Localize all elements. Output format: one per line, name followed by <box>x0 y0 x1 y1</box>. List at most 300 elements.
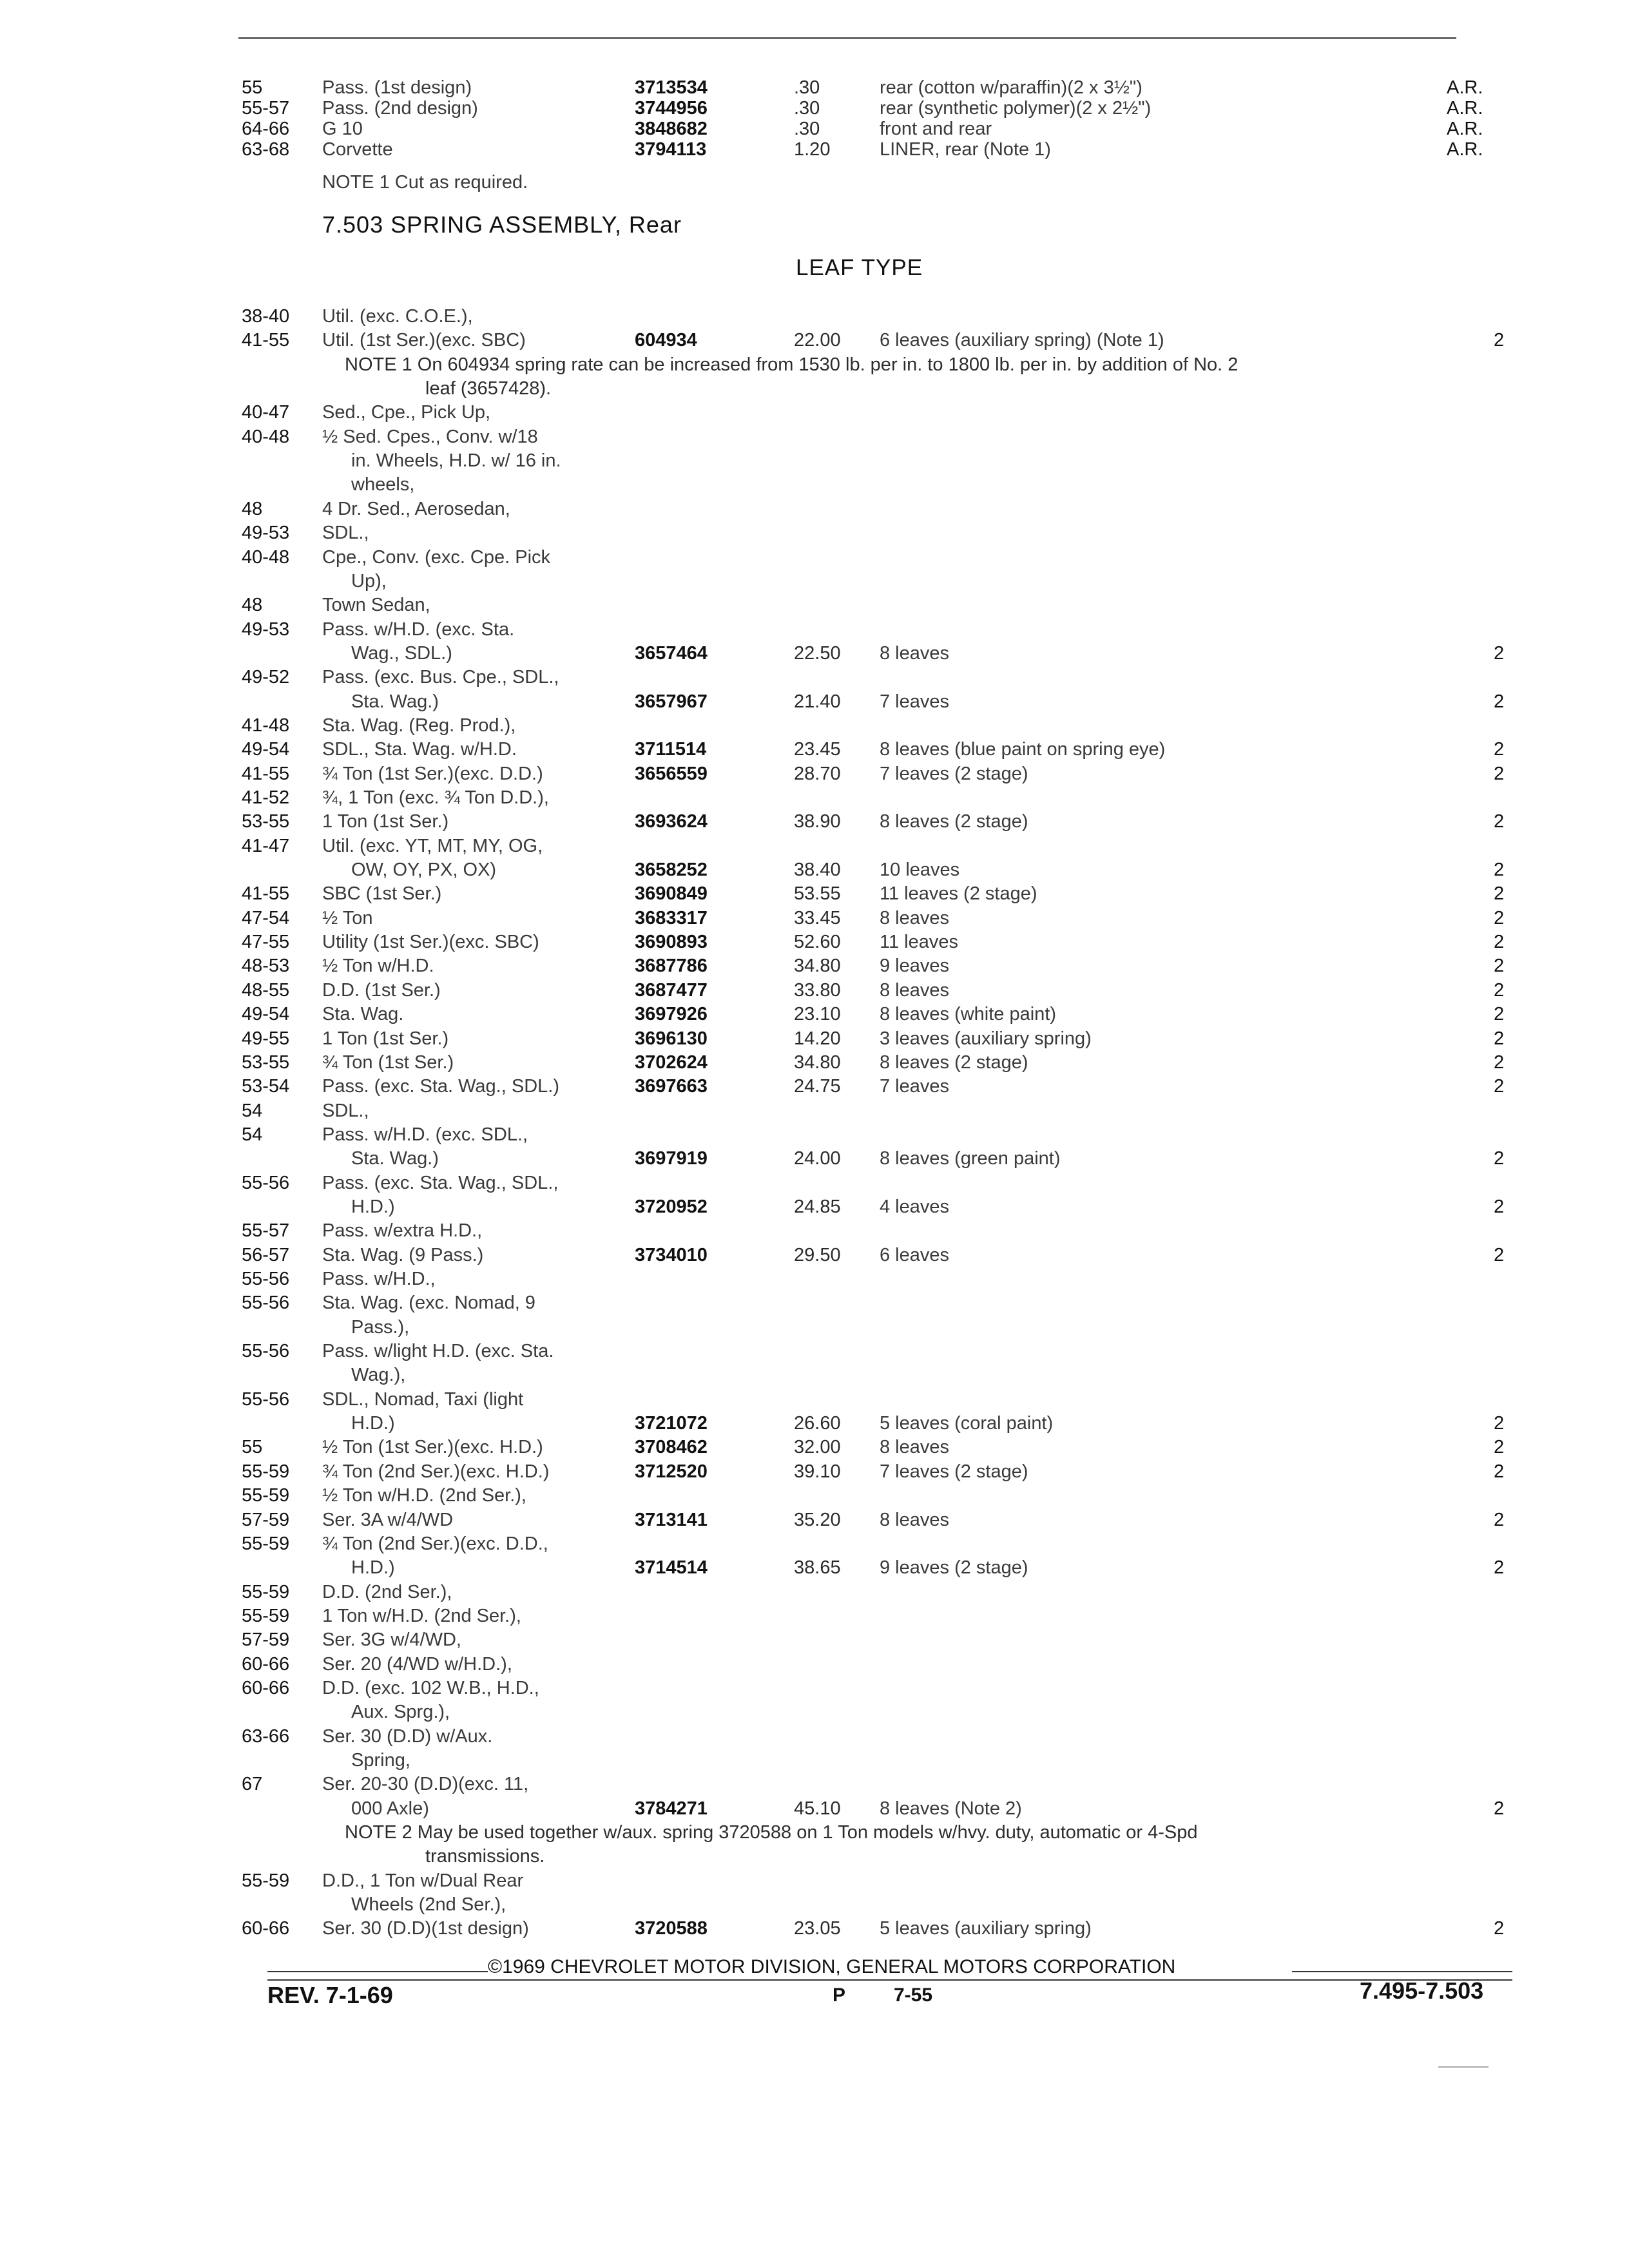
model-years: 49-53 <box>242 619 290 640</box>
footer-rule-right <box>1292 1971 1512 1972</box>
price: 23.45 <box>794 739 841 760</box>
table-row <box>0 786 1629 812</box>
part-number: 3697663 <box>635 1076 708 1097</box>
quantity: 2 <box>1494 1798 1505 1819</box>
price: 34.80 <box>794 956 841 976</box>
quantity: 2 <box>1494 1437 1505 1457</box>
table-row <box>0 1653 1629 1678</box>
quantity: A.R. <box>1447 119 1483 139</box>
part-description: 11 leaves (2 stage) <box>880 883 1037 904</box>
table-row <box>0 1869 1629 1895</box>
price: 23.05 <box>794 1918 841 1939</box>
table-row <box>0 521 1629 547</box>
part-description: 8 leaves (2 stage) <box>880 811 1028 832</box>
quantity: 2 <box>1494 1148 1505 1169</box>
model-description: Ser. 3G w/4/WD, <box>322 1629 461 1650</box>
model-years: 55-57 <box>242 1220 290 1241</box>
part-description: rear (synthetic polymer)(2 x 2½") <box>880 98 1152 119</box>
model-description-continued: H.D.) <box>351 1557 395 1578</box>
table-row <box>0 1773 1629 1798</box>
quantity: 2 <box>1494 1461 1505 1482</box>
part-number: 3848682 <box>635 119 708 139</box>
model-description-continued: Pass.), <box>351 1317 410 1338</box>
part-number: 604934 <box>635 330 697 351</box>
part-number: 3720588 <box>635 1918 708 1939</box>
quantity: 2 <box>1494 691 1505 712</box>
model-description: ¾, 1 Ton (exc. ¾ Ton D.D.), <box>322 787 549 808</box>
model-years: 57-59 <box>242 1510 290 1530</box>
part-description: 3 leaves (auxiliary spring) <box>880 1028 1092 1049</box>
model-years: 55-59 <box>242 1461 290 1482</box>
part-description: 9 leaves <box>880 956 950 976</box>
price: .30 <box>794 77 820 98</box>
part-description: 8 leaves <box>880 643 950 664</box>
model-years: 55 <box>242 1437 263 1457</box>
model-description: Corvette <box>322 139 393 160</box>
table-row <box>0 762 1629 788</box>
model-years: 48-53 <box>242 956 290 976</box>
model-description: Pass. w/light H.D. (exc. Sta. <box>322 1341 554 1361</box>
model-years: 48 <box>242 499 263 519</box>
model-description: Sta. Wag. (Reg. Prod.), <box>322 715 516 736</box>
model-description-continued: Aux. Sprg.), <box>351 1702 450 1722</box>
model-description: ¾ Ton (1st Ser.)(exc. D.D.) <box>322 764 543 784</box>
table-row <box>0 810 1629 836</box>
quantity: 2 <box>1494 739 1505 760</box>
quantity: 2 <box>1494 1028 1505 1049</box>
quantity: 2 <box>1494 883 1505 904</box>
table-row <box>0 1171 1629 1197</box>
model-years: 48-55 <box>242 980 290 1001</box>
model-description: D.D. (1st Ser.) <box>322 980 441 1001</box>
price: 24.00 <box>794 1148 841 1169</box>
table-row <box>0 1604 1629 1630</box>
table-row <box>0 930 1629 956</box>
model-description: Pass. (exc. Sta. Wag., SDL., <box>322 1173 559 1193</box>
quantity: 2 <box>1494 956 1505 976</box>
model-years: 40-48 <box>242 427 290 447</box>
price: 38.90 <box>794 811 841 832</box>
table-row <box>0 1244 1629 1269</box>
model-description: 4 Dr. Sed., Aerosedan, <box>322 499 510 519</box>
price: 33.80 <box>794 980 841 1001</box>
part-number: 3721072 <box>635 1413 708 1434</box>
model-description: ½ Sed. Cpes., Conv. w/18 <box>322 427 538 447</box>
table-row <box>0 1316 1629 1341</box>
table-row <box>0 593 1629 619</box>
section-range: 7.495-7.503 <box>1360 1977 1484 2004</box>
model-description: Pass. w/extra H.D., <box>322 1220 483 1241</box>
model-years: 41-52 <box>242 787 290 808</box>
model-years: 54 <box>242 1124 263 1145</box>
part-description: 5 leaves (auxiliary spring) <box>880 1918 1092 1939</box>
copyright-text: ©1969 CHEVROLET MOTOR DIVISION, GENERAL MOTORS CORPORATION <box>488 1956 1176 1977</box>
model-years: 49-52 <box>242 667 290 687</box>
model-years: 53-54 <box>242 1076 290 1097</box>
price: 35.20 <box>794 1510 841 1530</box>
part-description: 4 leaves <box>880 1196 950 1217</box>
scan-mark <box>1438 2066 1489 2068</box>
model-description-continued: Spring, <box>351 1750 410 1771</box>
page-number: 7-55 <box>894 1984 933 2006</box>
table-row <box>0 882 1629 908</box>
model-years: 55-59 <box>242 1606 290 1626</box>
quantity: 2 <box>1494 811 1505 832</box>
model-description: Pass. (1st design) <box>322 77 472 98</box>
table-row <box>0 858 1629 884</box>
table-row <box>0 546 1629 572</box>
table-row <box>0 738 1629 764</box>
top-note: NOTE 1 Cut as required. <box>322 172 528 193</box>
model-years: 47-55 <box>242 932 290 952</box>
model-description-continued: Up), <box>351 571 387 591</box>
model-description: SDL., <box>322 523 369 543</box>
model-description: Sta. Wag. <box>322 1004 404 1024</box>
model-years: 55-59 <box>242 1870 290 1891</box>
model-years: 60-66 <box>242 1678 290 1698</box>
page-prefix: P <box>833 1984 846 2006</box>
quantity: 2 <box>1494 1052 1505 1073</box>
model-years: 55-56 <box>242 1341 290 1361</box>
model-description-continued: Sta. Wag.) <box>351 691 439 712</box>
model-years: 41-55 <box>242 330 290 351</box>
table-row <box>0 1219 1629 1245</box>
price: 28.70 <box>794 764 841 784</box>
part-description: 8 leaves (2 stage) <box>880 1052 1028 1073</box>
table-row <box>0 907 1629 932</box>
price: 22.50 <box>794 643 841 664</box>
model-description: Pass. w/H.D. (exc. Sta. <box>322 619 515 640</box>
revision-date: REV. 7-1-69 <box>267 1982 393 2008</box>
part-description: 8 leaves (blue paint on spring eye) <box>880 739 1166 760</box>
model-description: Town Sedan, <box>322 595 430 615</box>
model-years: 41-47 <box>242 836 290 856</box>
model-description: SDL., <box>322 1100 369 1121</box>
part-description: 6 leaves <box>880 1245 950 1265</box>
quantity: A.R. <box>1447 77 1483 98</box>
quantity: 2 <box>1494 1413 1505 1434</box>
model-years: 48 <box>242 595 263 615</box>
quantity: 2 <box>1494 980 1505 1001</box>
table-row <box>0 1460 1629 1486</box>
table-row <box>0 1267 1629 1293</box>
model-description-continued: Wag.), <box>351 1365 406 1385</box>
model-description: Sta. Wag. (exc. Nomad, 9 <box>322 1293 535 1313</box>
price: 21.40 <box>794 691 841 712</box>
model-years: 53-55 <box>242 811 290 832</box>
part-number: 3702624 <box>635 1052 708 1073</box>
table-row <box>0 425 1629 451</box>
model-description-continued: Wheels (2nd Ser.), <box>351 1894 506 1915</box>
model-description: Pass. (exc. Sta. Wag., SDL.) <box>322 1076 559 1097</box>
footer-rule-bottom <box>267 1979 1512 1981</box>
table-row <box>0 1797 1629 1823</box>
part-number: 3658252 <box>635 860 708 880</box>
part-number: 3690893 <box>635 932 708 952</box>
quantity: 2 <box>1494 1076 1505 1097</box>
model-description: ¾ Ton (2nd Ser.)(exc. D.D., <box>322 1533 548 1554</box>
part-description: rear (cotton w/paraffin)(2 x 3½") <box>880 77 1142 98</box>
model-description-continued: H.D.) <box>351 1413 395 1434</box>
top-note-line <box>0 171 1629 197</box>
model-description: Ser. 3A w/4/WD <box>322 1510 454 1530</box>
price: 52.60 <box>794 932 841 952</box>
model-years: 41-48 <box>242 715 290 736</box>
model-years: 57-59 <box>242 1629 290 1650</box>
model-description: Pass. (2nd design) <box>322 98 478 119</box>
model-description: Pass. (exc. Bus. Cpe., SDL., <box>322 667 559 687</box>
model-description: G 10 <box>322 119 363 139</box>
note-text-continued: leaf (3657428). <box>425 378 552 399</box>
part-description: 7 leaves (2 stage) <box>880 1461 1028 1482</box>
price: 38.40 <box>794 860 841 880</box>
table-row <box>0 1917 1629 1943</box>
price: 34.80 <box>794 1052 841 1073</box>
part-number: 3712520 <box>635 1461 708 1482</box>
model-description: Util. (exc. YT, MT, MY, OG, <box>322 836 543 856</box>
model-years: 38-40 <box>242 306 290 327</box>
part-description: 8 leaves <box>880 1437 950 1457</box>
model-years: 54 <box>242 1100 263 1121</box>
table-row <box>0 1749 1629 1774</box>
model-description: Ser. 30 (D.D) w/Aux. <box>322 1726 493 1747</box>
part-description: 6 leaves (auxiliary spring) (Note 1) <box>880 330 1164 351</box>
model-description: Cpe., Conv. (exc. Cpe. Pick <box>322 547 551 568</box>
quantity: 2 <box>1494 860 1505 880</box>
model-description: Pass. w/H.D., <box>322 1269 436 1289</box>
table-row <box>0 1628 1629 1654</box>
model-years: 55-56 <box>242 1389 290 1410</box>
table-row <box>0 1027 1629 1053</box>
price: 1.20 <box>794 139 831 160</box>
price: 53.55 <box>794 883 841 904</box>
model-description: D.D., 1 Ton w/Dual Rear <box>322 1870 524 1891</box>
model-description: SDL., Sta. Wag. w/H.D. <box>322 739 517 760</box>
leaf-type-subheading: LEAF TYPE <box>796 255 923 280</box>
model-description: Pass. w/H.D. (exc. SDL., <box>322 1124 528 1145</box>
quantity: 2 <box>1494 330 1505 351</box>
part-number: 3683317 <box>635 908 708 928</box>
part-number: 3720952 <box>635 1196 708 1217</box>
price: 39.10 <box>794 1461 841 1482</box>
note-text-continued: transmissions. <box>425 1846 545 1867</box>
model-description-continued: OW, OY, PX, OX) <box>351 860 497 880</box>
price: 14.20 <box>794 1028 841 1049</box>
table-row <box>0 1893 1629 1919</box>
part-description: 7 leaves <box>880 1076 950 1097</box>
price: 29.50 <box>794 1245 841 1265</box>
part-number: 3690849 <box>635 883 708 904</box>
part-description: 10 leaves <box>880 860 960 880</box>
model-description-continued: H.D.) <box>351 1196 395 1217</box>
part-description: 8 leaves (green paint) <box>880 1148 1061 1169</box>
price: .30 <box>794 119 820 139</box>
part-description: 5 leaves (coral paint) <box>880 1413 1054 1434</box>
model-description: Ser. 20-30 (D.D)(exc. 11, <box>322 1774 529 1794</box>
table-row <box>0 449 1629 475</box>
table-row <box>0 1484 1629 1510</box>
model-description: Ser. 30 (D.D)(1st design) <box>322 1918 529 1939</box>
top-table-row <box>0 138 1629 164</box>
footer-rule-left <box>267 1971 488 1972</box>
table-row <box>0 1388 1629 1414</box>
model-description: Sed., Cpe., Pick Up, <box>322 402 491 423</box>
part-number: 3711514 <box>635 739 707 760</box>
table-row <box>0 401 1629 427</box>
table-row <box>0 329 1629 354</box>
table-row <box>0 618 1629 644</box>
part-number: 3714514 <box>635 1557 708 1578</box>
part-number: 3656559 <box>635 764 708 784</box>
part-number: 3784271 <box>635 1798 708 1819</box>
price: 24.75 <box>794 1076 841 1097</box>
model-years: 60-66 <box>242 1654 290 1675</box>
model-years: 55-57 <box>242 98 290 119</box>
model-description: ½ Ton w/H.D. (2nd Ser.), <box>322 1485 526 1506</box>
table-row <box>0 666 1629 691</box>
part-number: 3697919 <box>635 1148 708 1169</box>
table-row <box>0 1725 1629 1751</box>
table-row <box>0 1412 1629 1437</box>
table-row <box>0 642 1629 668</box>
model-description: Sta. Wag. (9 Pass.) <box>322 1245 484 1265</box>
model-description: SBC (1st Ser.) <box>322 883 442 904</box>
model-years: 63-66 <box>242 1726 290 1747</box>
model-description: ½ Ton (1st Ser.)(exc. H.D.) <box>322 1437 543 1457</box>
price: 26.60 <box>794 1413 841 1434</box>
table-row <box>0 1147 1629 1173</box>
model-years: 40-48 <box>242 547 290 568</box>
model-years: 55 <box>242 77 263 98</box>
table-row <box>0 1436 1629 1461</box>
part-number: 3713141 <box>635 1510 708 1530</box>
quantity: 2 <box>1494 1245 1505 1265</box>
quantity: 2 <box>1494 643 1505 664</box>
quantity: 2 <box>1494 1004 1505 1024</box>
part-description: 8 leaves (white paint) <box>880 1004 1057 1024</box>
part-description: 8 leaves (Note 2) <box>880 1798 1022 1819</box>
part-number: 3697926 <box>635 1004 708 1024</box>
model-years: 55-56 <box>242 1173 290 1193</box>
model-years: 40-47 <box>242 402 290 423</box>
table-row <box>0 1051 1629 1077</box>
part-description: 8 leaves <box>880 980 950 1001</box>
price: 38.65 <box>794 1557 841 1578</box>
part-number: 3657464 <box>635 643 708 664</box>
model-description: ¾ Ton (2nd Ser.)(exc. H.D.) <box>322 1461 550 1482</box>
quantity: 2 <box>1494 1510 1505 1530</box>
model-description-continued: wheels, <box>351 474 415 495</box>
quantity: 2 <box>1494 932 1505 952</box>
quantity: 2 <box>1494 1557 1505 1578</box>
table-row <box>0 1677 1629 1702</box>
table-row <box>0 1363 1629 1389</box>
table-row <box>0 979 1629 1004</box>
part-description: front and rear <box>880 119 992 139</box>
note-line <box>0 353 1629 379</box>
top-rule <box>238 37 1456 39</box>
table-row <box>0 1003 1629 1028</box>
table-row <box>0 1581 1629 1606</box>
model-description: SDL., Nomad, Taxi (light <box>322 1389 524 1410</box>
part-number: 3744956 <box>635 98 708 119</box>
model-years: 53-55 <box>242 1052 290 1073</box>
model-description: D.D. (exc. 102 W.B., H.D., <box>322 1678 539 1698</box>
price: 45.10 <box>794 1798 841 1819</box>
part-number: 3693624 <box>635 811 708 832</box>
model-years: 49-53 <box>242 523 290 543</box>
note-line <box>0 1821 1629 1847</box>
model-description-continued: 000 Axle) <box>351 1798 429 1819</box>
model-years: 55-56 <box>242 1269 290 1289</box>
model-description-continued: Wag., SDL.) <box>351 643 452 664</box>
table-row <box>0 714 1629 740</box>
model-years: 55-59 <box>242 1485 290 1506</box>
model-description: 1 Ton w/H.D. (2nd Ser.), <box>322 1606 521 1626</box>
part-number: 3687786 <box>635 956 708 976</box>
quantity: A.R. <box>1447 98 1483 119</box>
model-years: 55-59 <box>242 1582 290 1602</box>
table-row <box>0 570 1629 595</box>
model-description: Utility (1st Ser.)(exc. SBC) <box>322 932 539 952</box>
quantity: 2 <box>1494 1918 1505 1939</box>
price: 23.10 <box>794 1004 841 1024</box>
note-continuation-line <box>0 377 1629 403</box>
table-row <box>0 954 1629 980</box>
part-description: 8 leaves <box>880 908 950 928</box>
model-years: 47-54 <box>242 908 290 928</box>
model-years: 60-66 <box>242 1918 290 1939</box>
model-description: ¾ Ton (1st Ser.) <box>322 1052 454 1073</box>
table-row <box>0 1508 1629 1534</box>
model-years: 49-54 <box>242 739 290 760</box>
model-description: Util. (exc. C.O.E.), <box>322 306 473 327</box>
model-description: D.D. (2nd Ser.), <box>322 1582 452 1602</box>
model-description-continued: Sta. Wag.) <box>351 1148 439 1169</box>
model-years: 49-54 <box>242 1004 290 1024</box>
price: 22.00 <box>794 330 841 351</box>
section-heading: 7.503 SPRING ASSEMBLY, Rear <box>322 211 682 238</box>
part-number: 3696130 <box>635 1028 708 1049</box>
model-years: 63-68 <box>242 139 290 160</box>
part-description: LINER, rear (Note 1) <box>880 139 1051 160</box>
model-years: 56-57 <box>242 1245 290 1265</box>
part-number: 3708462 <box>635 1437 708 1457</box>
model-years: 55-56 <box>242 1293 290 1313</box>
model-years: 55-59 <box>242 1533 290 1554</box>
model-description: ½ Ton w/H.D. <box>322 956 434 976</box>
part-number: 3657967 <box>635 691 708 712</box>
model-description-continued: in. Wheels, H.D. w/ 16 in. <box>351 450 561 471</box>
note-text: NOTE 1 On 604934 spring rate can be increased from 1530 lb. per in. to 1800 lb. per in. by addition of No. 2 <box>345 354 1239 375</box>
model-description: Util. (1st Ser.)(exc. SBC) <box>322 330 526 351</box>
table-row <box>0 1556 1629 1582</box>
table-row <box>0 1291 1629 1317</box>
price: 32.00 <box>794 1437 841 1457</box>
part-number: 3687477 <box>635 980 708 1001</box>
table-row <box>0 305 1629 331</box>
table-row <box>0 497 1629 523</box>
model-years: 49-55 <box>242 1028 290 1049</box>
model-years: 41-55 <box>242 764 290 784</box>
table-row <box>0 690 1629 716</box>
table-row <box>0 834 1629 860</box>
table-row <box>0 473 1629 499</box>
quantity: A.R. <box>1447 139 1483 160</box>
model-description: Ser. 20 (4/WD w/H.D.), <box>322 1654 512 1675</box>
table-row <box>0 1075 1629 1100</box>
part-number: 3794113 <box>635 139 707 160</box>
